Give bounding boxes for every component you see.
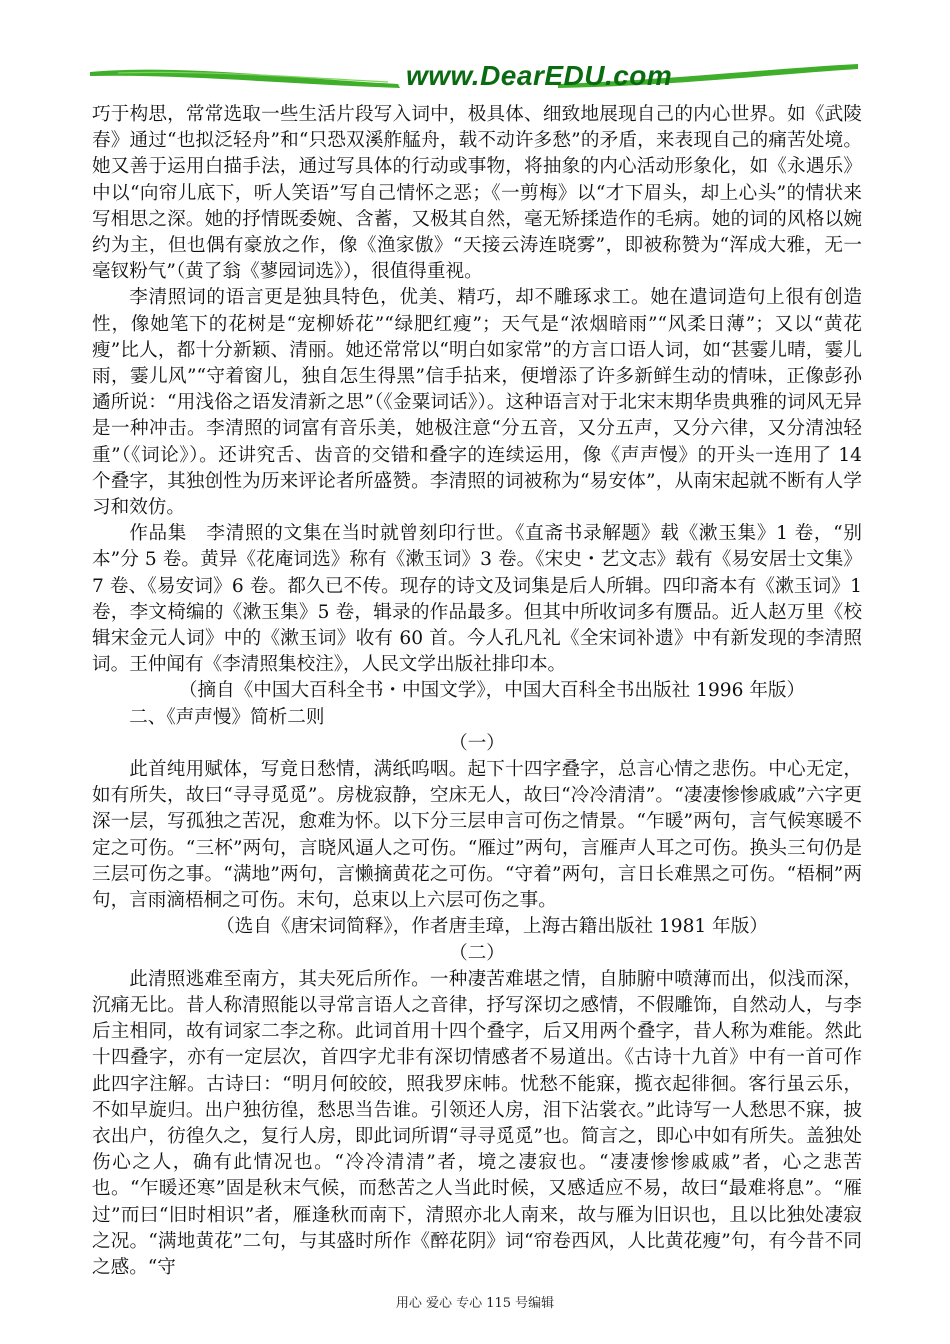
site-header <box>88 58 860 98</box>
source-citation-1: （摘自《中国大百科全书・中国文学》，中国大百科全书出版社 1996 年版） <box>178 680 806 702</box>
paragraph-collection: 作品集 李清照的文集在当时就曾刻印行世。《直斋书录解题》载《漱玉集》1 卷，“别本”分 5 卷。黄异《花庵词选》称有《漱玉词》3 卷。《宋史・艺文志》载有《易安居士文集》7 卷、《易安词》6 卷。都久已不传。现存的诗文及词集是后人所辑。四印斋本有《漱玉词》1 卷，李文椅编的《漱玉集》5 卷，辑录的作品最多。但其中所收词多有赝品。近人赵万里《校辑宋金元人词》中的《漱玉词》收有 60 首。今人孔凡礼《全宋词补遗》中有新发现的李清照词。王仲闻有《李清照集校注》，人民文学出版社排印本。 <box>92 523 862 676</box>
page-footer: 用心 爱心 专心 115 号编辑 <box>395 1296 555 1311</box>
site-url-logo[interactable]: www.DearEDU.com <box>406 60 673 91</box>
source-citation-2: （选自《唐宋词简释》，作者唐圭璋，上海古籍出版社 1981 年版） <box>216 916 768 938</box>
paragraph-language: 李清照词的语言更是独具特色，优美、精巧，却不雕琢求工。她在遣词造句上很有创造性，像她笔下的花树是“宠柳娇花”“绿肥红瘦”；天气是“浓烟暗雨”“风柔日薄”；又以“黄花瘦”比人，都十分新颖、清丽。她还常常以“明白如家常”的方言口语人词，如“甚霎儿晴，霎儿雨，霎儿风”“守着窗儿，独自怎生得黑”信手拈来，便增添了许多新鲜生动的情味，正像彭孙遹所说：“用浅俗之语发清新之思”（《金粟词话》）。这种语言对于北宋末期华贵典雅的词风无异是一种冲击。李清照的词富有音乐美，她极注意“分五音，又分五声，又分六律，又分清浊轻重”（《词论》）。还讲究舌、齿音的交错和叠字的连续运用，像《声声慢》的开头一连用了 14 个叠字，其独创性为历来评论者所盛赞。李清照的词被称为“易安体”，从南宋起就不断有人学习和效仿。 <box>92 287 862 519</box>
document-body <box>92 102 862 1281</box>
part-1-heading: （一） <box>449 732 505 754</box>
section-2-title: 二、《声声慢》简析二则 <box>129 706 325 728</box>
part-2-heading: （二） <box>449 942 505 964</box>
part-2-text: 此清照逃难至南方，其夫死后所作。一种凄苦难堪之情，自肺腑中喷薄而出，似浅而深，沉痛无比。昔人称清照能以寻常言语人之音律，抒写深切之感情，不假雕饰，自然动人，与李后主相同，故有词家二李之称。此词首用十四个叠字，后又用两个叠字，昔人称为难能。然此十四叠字，亦有一定层次，首四字尤非有深切情感者不易道出。《古诗十九首》中有一首可作此四字注解。古诗曰：“明月何皎皎，照我罗床帏。忧愁不能寐，揽衣起徘徊。客行虽云乐，不如早旋归。出户独彷徨，愁思当告谁。引领还人房，泪下沾裳衣。”此诗写一人愁思不寐，披衣出户，彷徨久之，复行人房，即此词所谓“寻寻觅觅”也。简言之，即心中如有所失。盖独处伤心之人，确有此情况也。“冷冷清清”者，境之凄寂也。“凄凄惨惨戚戚”者，心之悲苦也。“乍暖还寒”固是秋末气候，而愁苦之人当此时候，又感适应不易，故曰“最难将息”。“雁过”而曰“旧时相识”者，雁逢秋而南下，清照亦北人南来，故与雁为旧识也，且以比独处凄寂之况。“满地黄花”二句，与其盛时所作《醉花阴》词“帘卷西风，人比黄花瘦”句，有今昔不同之感。“守 <box>92 968 862 1278</box>
paragraph-intro-continued: 巧于构思，常常选取一些生活片段写入词中，极具体、细致地展现自己的内心世界。如《武陵春》通过“也拟泛轻舟”和“只恐双溪舴艋舟，载不动许多愁”的矛盾，来表现自己的痛苦处境。她又善于运用白描手法，通过写具体的行动或事物，将抽象的内心活动形象化，如《永遇乐》中以“向帘儿底下，听人笑语”写自己情怀之恶；《一剪梅》以“才下眉头，却上心头”的情状来写相思之深。她的抒情既委婉、含蓄，又极其自然，毫无矫揉造作的毛病。她的词的风格以婉约为主，但也偶有豪放之作，像《渔家傲》“天接云涛连晓雾”，即被称赞为“浑成大雅，无一毫钗粉气”（黄了翁《蓼园词选》），很值得重视。 <box>92 104 862 283</box>
part-1-text: 此首纯用赋体，写竟日愁情，满纸呜咽。起下十四字叠字，总言心情之悲伤。中心无定，如有所失，故曰“寻寻觅觅”。房栊寂静，空床无人，故曰“冷冷清清”。“凄凄惨惨戚戚”六字更深一层，写孤独之苦况，愈难为怀。以下分三层申言可伤之情景。“乍暖”两句，言气候寒暖不定之可伤。“三杯”两句，言晓风逼人之可伤。“雁过”两句，言雁声人耳之可伤。换头三句仍是三层可伤之事。“满地”两句，言懒摘黄花之可伤。“守着”两句，言日长难黑之可伤。“梧桐”两句，言雨滴梧桐之可伤。末句，总束以上六层可伤之事。 <box>92 759 862 912</box>
